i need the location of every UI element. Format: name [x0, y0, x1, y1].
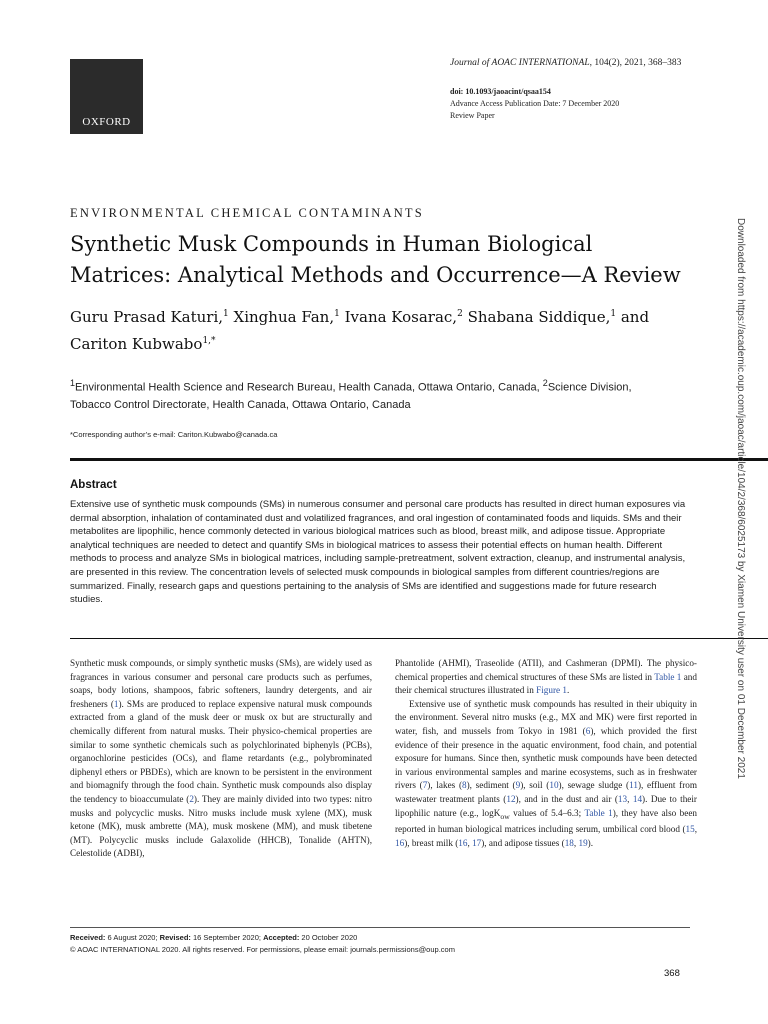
author-list — [70, 302, 710, 356]
body-text: ). — [587, 837, 594, 848]
received-label: Received: — [70, 933, 106, 942]
body-text: ), lakes ( — [427, 780, 463, 791]
affil-sup: 2 — [542, 378, 548, 388]
body-paragraph — [70, 657, 372, 861]
citation-link[interactable]: 14 — [632, 793, 643, 804]
citation-link[interactable]: 16 — [395, 837, 405, 848]
body-text: , — [573, 837, 579, 848]
figure-link[interactable]: Figure 1 — [536, 685, 567, 696]
oxford-logo — [70, 59, 143, 134]
body-column-right — [395, 657, 697, 850]
body-text: ), effluent from wastewater treatment plants ( — [395, 780, 698, 804]
revised-date: 16 September 2020; — [190, 933, 264, 942]
article-meta — [450, 86, 619, 122]
body-text: Phantolide (AHMI), Traseolide (ATII), and Cashmeran (DPMI). The physico-chemical properties and chemical structures of these SMs are listed in — [395, 658, 697, 682]
body-text: ), they have also been reported in human biological matrices including serum, umbilical cord blood ( — [395, 807, 698, 834]
journal-name: Journal of AOAC INTERNATIONAL — [450, 58, 590, 68]
page-number: 368 — [664, 968, 680, 979]
body-text: values of 5.4–6.3; — [509, 807, 585, 818]
accepted-label: Accepted: — [263, 933, 300, 942]
accepted-date: 20 October 2020 — [299, 933, 358, 942]
citation-link[interactable]: 9 — [515, 780, 521, 791]
abstract-divider — [70, 638, 768, 639]
revised-label: Revised: — [159, 933, 191, 942]
citation-link[interactable]: 2 — [189, 793, 194, 804]
body-text: ), soil ( — [520, 780, 550, 791]
copyright-line: © AOAC INTERNATIONAL 2020. All rights reserved. For permissions, please email: journals.permissions@oup.com — [70, 945, 455, 954]
journal-citation — [450, 58, 681, 68]
body-text: . — [566, 685, 570, 696]
header-divider — [70, 458, 768, 461]
citation-link[interactable]: 15 — [685, 823, 695, 834]
citation-link[interactable]: 19 — [578, 837, 588, 848]
body-text: , — [694, 823, 697, 834]
table-link[interactable]: Table 1 — [654, 671, 682, 682]
author-name[interactable]: Shabana Siddique, — [462, 308, 611, 326]
journal-volume: , 104(2), 2021, 368–383 — [589, 58, 682, 68]
title-line-2: Matrices: Analytical Methods and Occurrence—A Review — [70, 263, 681, 287]
title-line-1: Synthetic Musk Compounds in Human Biological — [70, 232, 593, 256]
footer-divider — [70, 927, 690, 928]
author-affil-sup: 2 — [457, 309, 463, 319]
body-paragraph — [395, 698, 697, 850]
table-link[interactable]: Table 1 — [584, 807, 613, 818]
body-text: , — [467, 837, 473, 848]
body-text: ), which provided the first evidence of their presence in the aquatic environment, food chain, and potential exposure for humans. Since then, synthetic musk compounds have been detected in various environmental samples and marine ecosystems, such as in freshwater rivers ( — [395, 725, 697, 791]
subscript: ow — [500, 811, 510, 821]
logo-text: OXFORD — [82, 116, 131, 128]
article-type: Review Paper — [450, 111, 495, 120]
body-text: , — [627, 793, 633, 804]
corresponding-author: *Corresponding author’s e-mail: Cariton.Kubwabo@canada.ca — [70, 430, 278, 439]
section-label: ENVIRONMENTAL CHEMICAL CONTAMINANTS — [70, 206, 424, 220]
body-text: Extensive use of synthetic musk compounds has resulted in their ubiquity in the environment. Several nitro musks (e.g., MX and MK) were first reported in water, fish, and mussels from Tokyo in 1981 ( — [395, 698, 697, 736]
citation-link[interactable]: 16 — [458, 837, 468, 848]
article-history — [70, 932, 455, 956]
author-affil-sup: 1 — [334, 309, 340, 319]
received-date: 6 August 2020; — [105, 933, 160, 942]
author-name[interactable]: Guru Prasad Katuri, — [70, 308, 224, 326]
affiliation-2: Science Division, Tobacco Control Directorate, Health Canada, Ottawa Ontario, Canada — [70, 381, 632, 411]
article-title — [70, 229, 710, 291]
citation-link[interactable]: 13 — [617, 793, 628, 804]
author-affil-sup: 1,* — [202, 336, 216, 346]
citation-link[interactable]: 1 — [113, 698, 119, 709]
body-text: ), sediment ( — [466, 780, 516, 791]
author-affil-sup: 1 — [610, 309, 617, 319]
citation-link[interactable]: 17 — [472, 837, 482, 848]
author-name[interactable]: Ivana Kosarac, — [339, 308, 458, 326]
body-text: ). Due to their lipophilic nature (e.g., logK — [395, 793, 697, 818]
citation-link[interactable]: 10 — [549, 780, 559, 791]
abstract-text: Extensive use of synthetic musk compounds (SMs) in numerous consumer and personal care products has resulted in direct human exposures via dermal absorption, inhalation of contaminated dust and volatilized fragrances, and oral ingestion of contaminated foods and liquids. SMs and their metabolites are lipophilic, hence commonly detected in various biological matrices such as blood, breast milk, and adipose tissue. Appropriate analytical techniques are needed to detect and quantify SMs in biological matrices to assess their potential effects on human health. Different methods to process and analyze SMs in biological matrices, including sample-pretreatment, solvent extraction, cleanup, and instrumental analysis, are presented in this review. The concentration levels of selected musk compounds in biological samples from different countries/regions are summarized. Finally, research gaps and questions pertaining to the analysis of SMs are identified and suggestions made for future research studies. — [70, 499, 686, 606]
citation-link[interactable]: 6 — [585, 725, 591, 736]
body-text: ), and adipose tissues ( — [481, 837, 565, 848]
citation-link[interactable]: 18 — [564, 837, 574, 848]
body-text: ), breast milk ( — [404, 837, 459, 848]
citation-link[interactable]: 7 — [422, 780, 428, 791]
citation-link[interactable]: 8 — [462, 780, 467, 791]
author-affil-sup: 1 — [223, 309, 229, 319]
body-column-left — [70, 657, 372, 861]
affiliation-1: Environmental Health Science and Research Bureau, Health Canada, Ottawa Ontario, Canada, — [75, 381, 543, 394]
body-text: Synthetic musk compounds, or simply synthetic musks (SMs), are widely used as fragrances in various consumer and personal care products such as perfumes, soaps, body lotions, shampoos, fabric softeners, laundry detergents, and air fresheners ( — [70, 658, 372, 709]
access-date: Advance Access Publication Date: 7 December 2020 — [450, 99, 620, 108]
body-text: ). They are mainly divided into two types: nitro musks and polycyclic musks. Nitro musks include musk xylene (MX), musk ketone (MK), musk ambrette (MA), musk moskene (MM), and musk tibetene (MT). Polycyclic musks include Galaxolide (HHCB), Tonalide (AHTN), Celestolide (ADBI), — [70, 793, 372, 859]
citation-link[interactable]: 12 — [506, 793, 516, 804]
doi-link[interactable]: doi: 10.1093/jaoacint/qsaa154 — [450, 87, 551, 96]
abstract-heading: Abstract — [70, 479, 117, 491]
author-name[interactable]: and Cariton Kubwabo — [70, 308, 650, 353]
body-paragraph — [395, 657, 697, 698]
body-text: and their chemical structures illustrated in — [395, 671, 697, 696]
body-text: ), sewage sludge ( — [558, 780, 630, 791]
history-line — [70, 932, 455, 944]
download-watermark: Downloaded from https://academic.oup.com/jaoac/article/104/2/368/6025173 by Xiamen University user on 01 December 2021 — [735, 218, 746, 779]
affil-sup: 1 — [70, 378, 76, 388]
affiliations — [70, 375, 670, 414]
citation-link[interactable]: 11 — [629, 780, 638, 791]
body-text: ), and in the dust and air ( — [515, 793, 618, 804]
author-name[interactable]: Xinghua Fan, — [228, 308, 335, 326]
body-text: ). SMs are produced to replace expensive natural musk compounds extracted from a gland of the musk deer or musk ox but are structurally and chemically different from natural musks. Their physico-chemical properties are similar to some synthetic chemicals such as polychlorinated biphenyls (PCBs), organochlorine pesticides (OCs), and flame retardants (e.g., polybrominated diphenyl ethers or PBDEs), which are known to be persistent in the environment and biomagnify through the food chain. Synthetic musk compounds also display the tendency to bioaccumulate ( — [70, 698, 372, 804]
